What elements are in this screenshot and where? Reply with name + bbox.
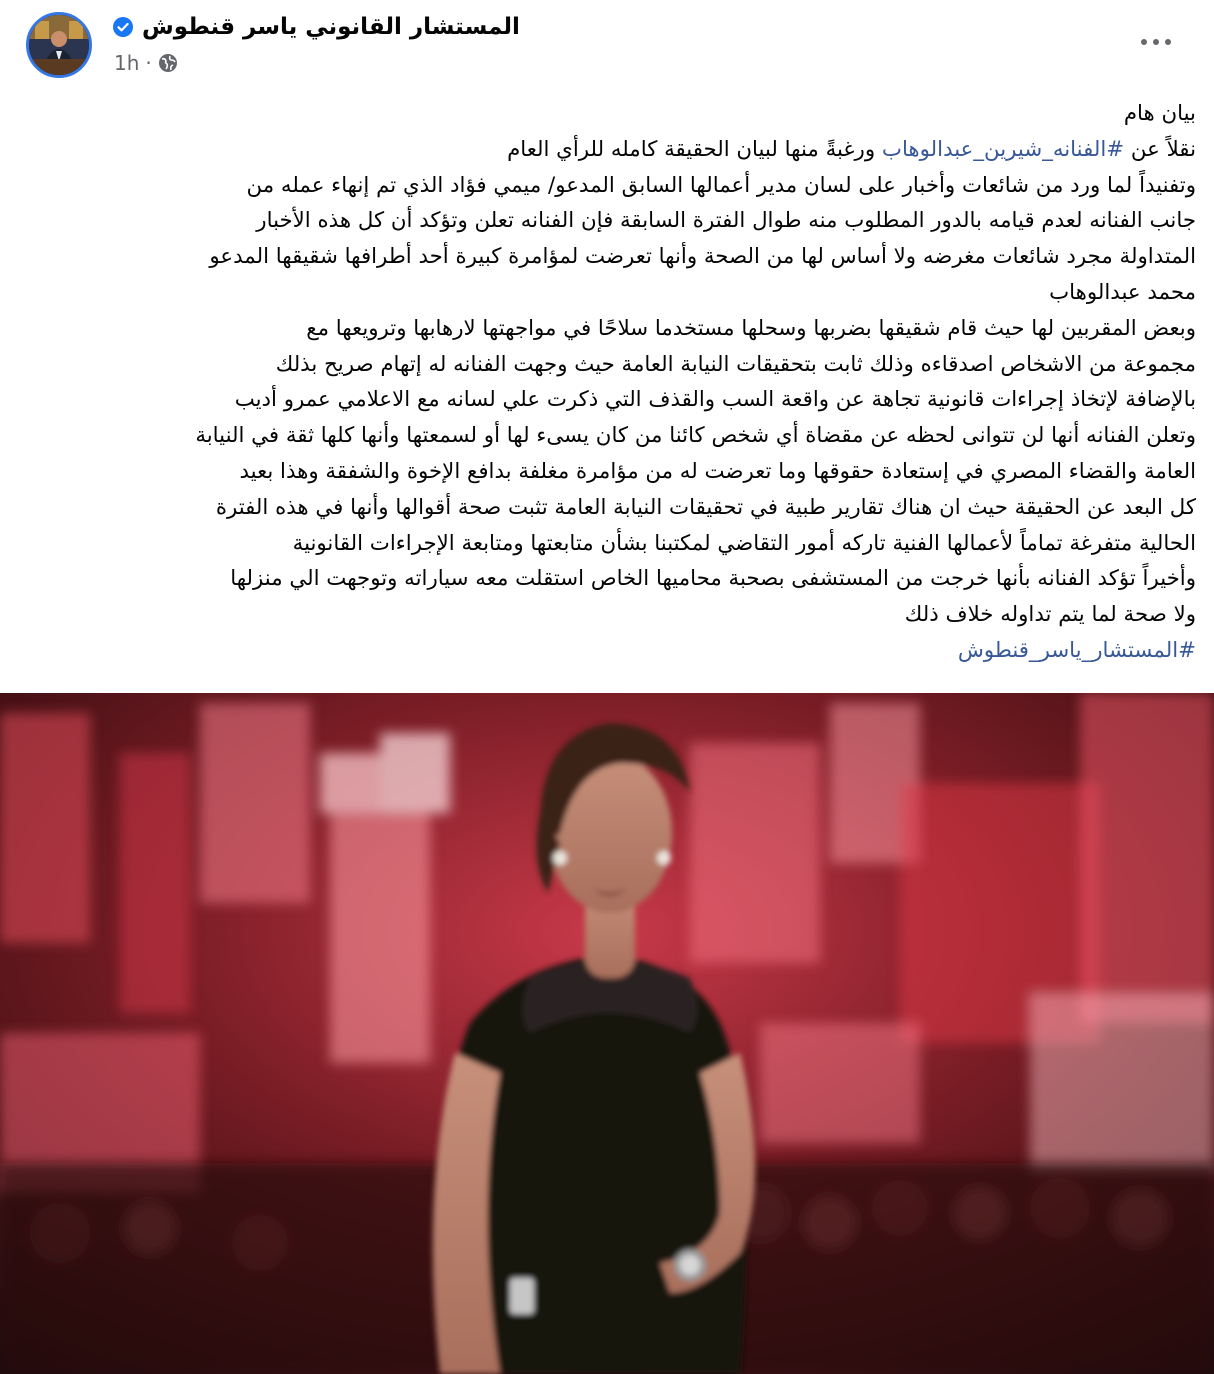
post-photo[interactable] bbox=[0, 693, 1214, 1374]
line-text: ورغبةً منها لبيان الحقيقة كامله للرأي العام bbox=[507, 136, 882, 162]
post-line: بيان هام bbox=[1123, 101, 1196, 126]
hashtag-link[interactable]: #المستشار_ياسر_قنطوش bbox=[957, 637, 1196, 663]
globe-icon[interactable] bbox=[158, 53, 178, 73]
more-options-button[interactable] bbox=[1132, 26, 1180, 58]
author-row bbox=[112, 10, 520, 44]
post-line bbox=[20, 633, 1196, 669]
post-header bbox=[0, 0, 1214, 90]
line-text: نقلاً عن bbox=[1124, 136, 1196, 162]
more-dot bbox=[1153, 39, 1159, 45]
author-name[interactable]: المستشار القانوني ياسر قنطوش bbox=[142, 14, 520, 40]
author-avatar[interactable] bbox=[26, 12, 92, 78]
post-line bbox=[20, 132, 1196, 168]
post-photo-image bbox=[0, 693, 1214, 1374]
more-options-icon bbox=[1141, 39, 1147, 45]
post-line: المتداولة مجرد شائعات مغرضه ولا أساس لها من الصحة وأنها تعرضت لمؤامرة كبيرة أحد أطرافها شقيقها المدعو bbox=[209, 244, 1196, 270]
post-line: وتفنيداً لما ورد من شائعات وأخبار على لسان مدير أعمالها السابق المدعو/ ميمي فؤاد الذي تم إنهاء عمله من bbox=[246, 172, 1196, 198]
post-line: الحالية متفرغة تماماً لأعمالها الفنية تاركه أمور التقاضي لمكتبنا بشأن متابعتها ومتابعة الإجراءات القانونية bbox=[292, 530, 1196, 556]
hashtag-link[interactable]: #الفنانه_شيرين_عبدالوهاب bbox=[881, 136, 1125, 162]
post-line: وتعلن الفنانه أنها لن تتوانى لحظه عن مقضاة أي شخص كائنا من كان يسىء لها أو لسمعتها وأنها كلها ثقة في النيابة bbox=[195, 423, 1196, 449]
post-timestamp[interactable]: 1h bbox=[114, 51, 140, 75]
post-line: ولا صحة لما يتم تداوله خلاف ذلك bbox=[904, 602, 1196, 628]
post-line: مجموعة من الاشخاص اصدقاءه وذلك ثابت بتحقيقات النيابة العامة حيث وجهت الفنانه له إتهام صريح بذلك bbox=[275, 351, 1196, 377]
post-line: بالإضافة لإتخاذ إجراءات قانونية تجاهة عن واقعة السب والقذف التي ذكرت علي لسانه مع الاعلامي عمرو أديب bbox=[234, 387, 1196, 413]
post-line: وبعض المقربين لها حيث قام شقيقها بضربها وسحلها مستخدما سلاحًا في مواجهتها لارهابها وترويعها مع bbox=[306, 315, 1196, 341]
meta-separator: · bbox=[145, 51, 152, 75]
verified-badge-icon bbox=[112, 16, 134, 38]
post-line: محمد عبدالوهاب bbox=[1049, 279, 1196, 305]
post-line: العامة والقضاء المصري في إستعادة حقوقها وما تعرضت له من مؤامرة مغلفة بدافع الإخوة والشفقة وهذا بعيد bbox=[239, 458, 1196, 484]
post-line: وأخيراً تؤكد الفنانه بأنها خرجت من المستشفى بصحبة محاميها الخاص استقلت معه سياراته وتوجهت الي منزلها bbox=[230, 566, 1196, 592]
post-text bbox=[20, 96, 1196, 669]
more-dot bbox=[1165, 39, 1171, 45]
post-line: كل البعد عن الحقيقة حيث ان هناك تقارير طبية في تحقيقات النيابة العامة تثبت صحة أقوالها وأنها في هذه الفترة bbox=[215, 494, 1196, 520]
post-meta bbox=[114, 50, 178, 76]
post-line: جانب الفنانه لعدم قيامه بالدور المطلوب منه طوال الفترة السابقة فإن الفنانه تعلن وتؤكد أن كل هذه الأخبار bbox=[256, 208, 1196, 234]
